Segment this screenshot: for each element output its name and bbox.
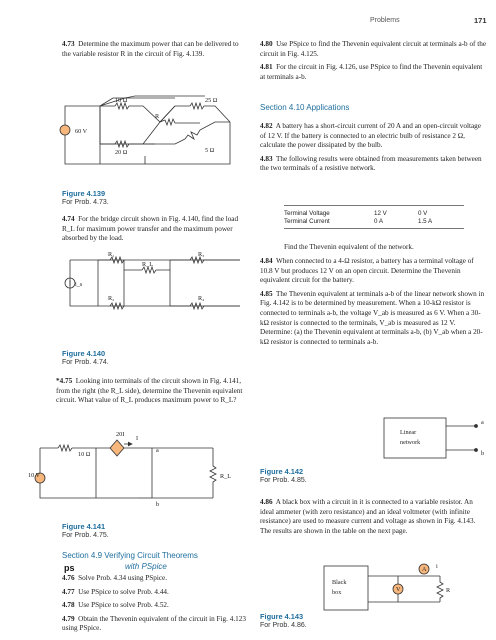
section-4-9-subtitle: with PSpice <box>125 562 167 571</box>
figure-4-142-label: Figure 4.142 <box>260 467 304 476</box>
problem-number: 4.86 <box>260 498 273 506</box>
fig139-r3-label: 20 Ω <box>115 149 128 156</box>
problem-text: Use PSpice to solve Prob. 4.44. <box>78 587 169 596</box>
table-body <box>284 209 436 225</box>
table-cell: 0 V <box>418 210 428 217</box>
figure-4-141-circuit <box>28 420 253 520</box>
fig141-r-label: 10 Ω <box>78 451 91 458</box>
fig140-r2-label: R₂ <box>108 295 115 302</box>
problem-number: 4.82 <box>260 122 273 130</box>
fig141-b-label: b <box>156 501 160 508</box>
problem-text: For the bridge circuit shown in Fig. 4.140, find the load R_L for maximum power transfer and the maximum power absorbed by the load. <box>62 215 239 243</box>
figure-4-143-label: Figure 4.143 <box>260 612 304 621</box>
figure-4-140-circuit <box>60 250 240 325</box>
fig142-box-line2: network <box>400 439 421 446</box>
problem-text: Use PSpice to solve Prob. 4.52. <box>78 601 169 610</box>
fig143-i-label: i <box>436 563 438 570</box>
fig141-a-label: a <box>156 447 159 454</box>
problem-text: A battery has a short-circuit current of 20 A and an open-circuit voltage of 12 V. If the battery is connected to an electric bulb of resistance 2 Ω, calculate the power dissipated by the bulb. <box>260 122 481 150</box>
problem-text: Determine the maximum power that can be delivered to the variable resistor R in the circuit of Fig. 4.139. <box>62 40 239 58</box>
fig139-source-label: 60 V <box>75 128 88 135</box>
figure-4-139-label: Figure 4.139 <box>62 189 106 198</box>
problem-4-74 <box>62 215 246 244</box>
fig141-rl-label: R_L <box>220 473 232 480</box>
problem-number: 4.78 <box>62 601 75 610</box>
figure-4-141-caption: For Prob. 4.75. <box>62 532 109 539</box>
problem-list-4-76-79 <box>62 574 246 634</box>
fig139-r2-label: 25 Ω <box>205 97 218 104</box>
problem-text: For the circuit in Fig. 4.126, use PSpice to find the Thevenin equivalent at terminals a-b. <box>260 63 483 81</box>
fig140-r4-label: R₄ <box>198 295 205 302</box>
problem-number: 4.84 <box>260 257 273 265</box>
fig140-r1-label: R₁ <box>108 251 115 258</box>
figure-4-139-circuit <box>55 92 245 172</box>
problem-text: Use PSpice to find the Thevenin equivalent circuit at terminals a-b of the circuit in Fig. 4.125. <box>260 40 487 58</box>
problem-number: *4.75 <box>56 377 73 385</box>
running-title: Problems <box>370 17 400 24</box>
problem-text: The Thevenin equivalent at terminals a-b of the linear network shown in Fig. 4.142 is to be determined by measurement. When a 10-kΩ resistor is connected to terminals a-b, the voltage V_ab is measured as 6 V. When a 30-kΩ resistor is connected to the terminals, V_ab is measured as 12 V. Determine: (a) the Thevenin equivalent at terminals a-b, (b) V_ab when a 20-kΩ resistor is connected to terminals a-b. <box>260 289 485 346</box>
figure-4-140-caption: For Prob. 4.74. <box>62 359 109 366</box>
table-cell: 0 A <box>374 218 383 225</box>
problem-4-86 <box>260 498 488 536</box>
problem-text: The following results were obtained from measurements taken between the two terminals of a resistive network. <box>260 154 482 173</box>
figure-4-140-label: Figure 4.140 <box>62 349 106 358</box>
problem-number: 4.74 <box>62 215 75 223</box>
problem-number: 4.77 <box>62 587 75 596</box>
fig143-voltmeter-label: V <box>396 586 401 593</box>
table-cell: Terminal Voltage <box>284 210 330 217</box>
problem-number: 4.85 <box>260 289 273 298</box>
problem-text: Looking into terminals of the circuit shown in Fig. 4.141, from the right (the R_L side), determine the Thevenin equivalent circuit. What value of R_L produces maximum power to R_L? <box>56 377 243 405</box>
fig141-source-label: 10 V <box>28 472 41 479</box>
problem-number: 4.80 <box>260 40 273 48</box>
fig143-ammeter-label: A <box>422 566 427 573</box>
fig140-r3-label: R₃ <box>198 251 205 258</box>
problem-4-82-83 <box>260 122 488 174</box>
problem-text: A black box with a circuit in it is connected to a variable resistor. An ideal ammeter (with zero resistance) and an ideal voltmeter (with infinite resistance) are used to measure current and voltage as shown in Fig. 4.143. The results are shown in the table on the next page. <box>260 498 476 535</box>
fig139-r1-label: 10 Ω <box>115 97 128 104</box>
figure-4-143-diagram <box>320 560 470 618</box>
problem-number: 4.83 <box>260 154 273 163</box>
problem-4-80-81 <box>260 40 488 82</box>
problem-4-84-85 <box>260 257 488 347</box>
table-row <box>284 217 436 225</box>
fig140-source-label: i_s <box>75 281 83 288</box>
figure-4-139-caption: For Prob. 4.73. <box>62 199 109 206</box>
pspice-logo: ps <box>64 563 75 573</box>
problem-number: 4.81 <box>260 63 273 72</box>
problem-text: Find the Thevenin equivalent of the network. <box>284 243 414 251</box>
fig142-a-label: a <box>481 419 484 426</box>
table-cell: 12 V <box>374 210 387 217</box>
section-4-10-title: Section 4.10 Applications <box>260 103 350 112</box>
problem-number: 4.79 <box>62 614 75 623</box>
table-row <box>284 209 436 217</box>
problem-4-83-end <box>284 243 484 253</box>
figure-4-142-caption: For Prob. 4.85. <box>260 477 307 484</box>
problem-4-75 <box>56 377 246 406</box>
page-number: 171 <box>474 16 487 25</box>
fig143-box-line1: Black <box>332 579 347 586</box>
measurement-table <box>284 205 464 229</box>
section-4-9-title: Section 4.9 Verifying Circuit Theorems <box>62 551 198 560</box>
problem-text: Obtain the Thevenin equivalent of the circuit in Fig. 4.123 using PSpice. <box>62 614 246 633</box>
fig141-i-label: I <box>136 435 139 442</box>
fig141-dep-label: 20I <box>116 431 125 438</box>
fig143-r-label: R <box>446 587 451 594</box>
fig142-b-label: b <box>481 450 485 457</box>
figure-4-141-label: Figure 4.141 <box>62 522 106 531</box>
fig139-r4-label: 5 Ω <box>205 147 215 154</box>
table-cell: 1.5 A <box>418 218 433 225</box>
problem-text: When connected to a 4-Ω resistor, a battery has a terminal voltage of 10.8 V but produces 12 V on an open circuit. Determine the Thevenin equivalent circuit for the battery. <box>260 257 474 285</box>
problem-4-73 <box>62 40 244 59</box>
fig143-box-line2: box <box>332 589 342 596</box>
figure-4-143-caption: For Prob. 4.86. <box>260 622 307 629</box>
figure-4-142-diagram <box>380 410 490 470</box>
problem-number: 4.76 <box>62 574 75 582</box>
table-cell: Terminal Current <box>284 218 330 225</box>
fig139-r-label: R <box>155 113 160 120</box>
problem-number: 4.73 <box>62 40 75 48</box>
fig142-box-line1: Linear <box>400 429 417 436</box>
fig140-rl-label: R_L <box>142 261 154 268</box>
problem-text: Solve Prob. 4.34 using PSpice. <box>78 574 168 582</box>
